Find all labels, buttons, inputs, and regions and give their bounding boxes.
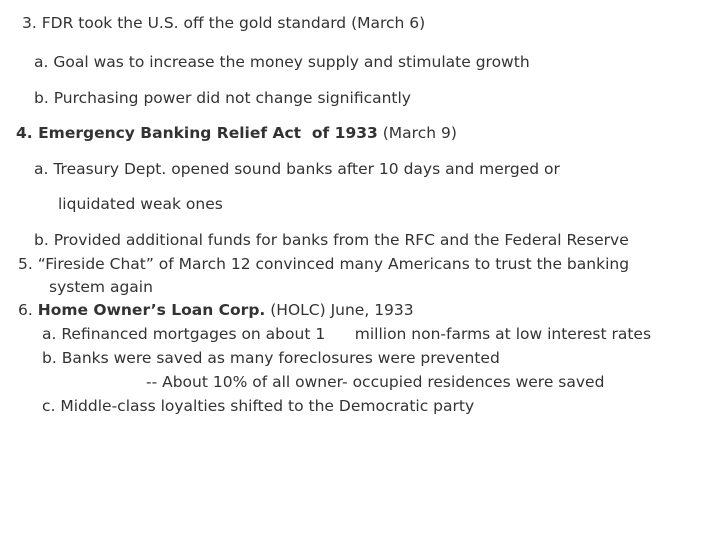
item-6b: b. Banks were saved as many foreclosures were prevented bbox=[42, 349, 500, 367]
item-3b: b. Purchasing power did not change significantly bbox=[34, 89, 411, 107]
item-6 bbox=[18, 300, 414, 320]
item-4-year: of 1933 bbox=[301, 124, 378, 142]
item-6a: a. Refinanced mortgages on about 1 million non-farms at low interest rates bbox=[42, 325, 652, 343]
item-3: 3. FDR took the U.S. off the gold standard (March 6) bbox=[22, 14, 426, 32]
item-6c: c. Middle-class loyalties shifted to the Democratic party bbox=[42, 397, 475, 415]
item-3a: a. Goal was to increase the money supply and stimulate growth bbox=[34, 53, 530, 71]
item-4 bbox=[16, 123, 457, 143]
item-4-date: (March 9) bbox=[377, 124, 457, 142]
item-6-title: Home Owner’s Loan Corp. bbox=[37, 301, 266, 319]
item-6b-sub: -- About 10% of all owner- occupied residences were saved bbox=[146, 373, 605, 391]
item-6-rest: (HOLC) June, 1933 bbox=[265, 301, 414, 319]
item-5-line1: 5. “Fireside Chat” of March 12 convinced many Americans to trust the banking bbox=[18, 255, 630, 273]
item-5-line2: system again bbox=[49, 278, 153, 296]
item-4a-line2: liquidated weak ones bbox=[58, 195, 223, 213]
item-4a-line1: a. Treasury Dept. opened sound banks after 10 days and merged or bbox=[34, 160, 560, 178]
item-4b: b. Provided additional funds for banks from the RFC and the Federal Reserve bbox=[34, 231, 629, 249]
item-6-number: 6. bbox=[18, 301, 38, 319]
item-4-number: 4. bbox=[16, 124, 39, 142]
item-4-title: Emergency Banking Relief Act bbox=[38, 124, 302, 142]
